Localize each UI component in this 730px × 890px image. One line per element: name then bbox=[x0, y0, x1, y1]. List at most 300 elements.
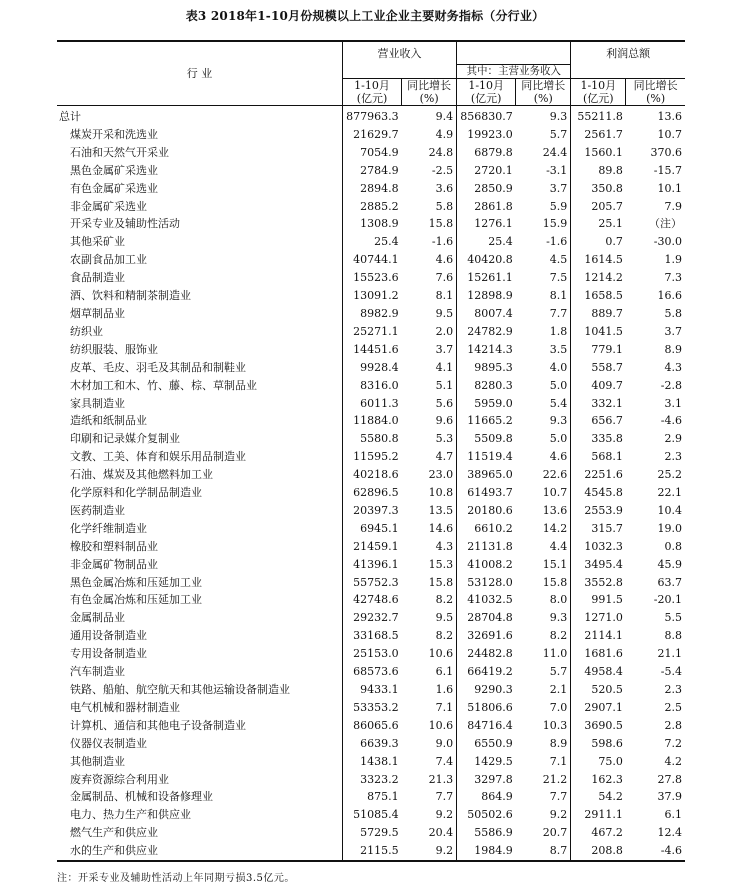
main-business-value: 50502.6 bbox=[457, 806, 516, 824]
revenue-value: 86065.6 bbox=[342, 717, 401, 735]
main-business-growth: 7.7 bbox=[549, 790, 568, 804]
profit-growth: 19.0 bbox=[657, 521, 682, 535]
table-row bbox=[57, 466, 685, 484]
main-business-growth: 8.9 bbox=[549, 736, 568, 750]
profit-growth: -20.1 bbox=[653, 593, 682, 607]
table-row bbox=[57, 412, 685, 430]
revenue-growth: -2.5 bbox=[431, 163, 454, 177]
profit-value: 89.8 bbox=[571, 162, 626, 180]
revenue-value: 9433.1 bbox=[342, 681, 401, 699]
profit-value: 1658.5 bbox=[571, 287, 626, 305]
main-business-growth: 5.4 bbox=[549, 396, 568, 410]
profit-growth: 7.2 bbox=[664, 736, 682, 750]
main-business-value: 21131.8 bbox=[457, 538, 516, 556]
revenue-value: 40218.6 bbox=[342, 466, 401, 484]
industry-name: 食品制造业 bbox=[70, 271, 125, 285]
industry-name: 其他采矿业 bbox=[70, 235, 125, 249]
industry-name: 电力、热力生产和供应业 bbox=[70, 808, 191, 822]
profit-value: 558.7 bbox=[571, 359, 626, 377]
main-business-value: 1984.9 bbox=[457, 842, 516, 861]
profit-growth: 8.9 bbox=[664, 342, 682, 356]
profit-growth: 10.4 bbox=[657, 503, 682, 517]
profit-growth: 25.2 bbox=[657, 468, 682, 482]
industry-name: 电气机械和器材制造业 bbox=[70, 700, 180, 714]
header-profit-period: 1-10月 (亿元) bbox=[571, 79, 626, 106]
header-rev-period: 1-10月 (亿元) bbox=[342, 79, 401, 106]
revenue-value: 42748.6 bbox=[342, 591, 401, 609]
profit-growth: -30.0 bbox=[653, 235, 682, 249]
profit-growth: 0.8 bbox=[664, 539, 682, 553]
revenue-growth: 9.0 bbox=[435, 736, 454, 750]
table-row bbox=[57, 717, 685, 735]
revenue-value: 9928.4 bbox=[342, 359, 401, 377]
profit-growth: -2.8 bbox=[660, 378, 682, 392]
main-business-growth: 14.2 bbox=[542, 521, 568, 535]
revenue-value: 2784.9 bbox=[342, 162, 401, 180]
main-business-value: 25.4 bbox=[457, 233, 516, 251]
table-row bbox=[57, 287, 685, 305]
revenue-growth: 8.2 bbox=[435, 629, 454, 643]
revenue-value: 6639.3 bbox=[342, 735, 401, 753]
profit-value: 25.1 bbox=[571, 215, 626, 233]
main-business-value: 38965.0 bbox=[457, 466, 516, 484]
revenue-value: 33168.5 bbox=[342, 627, 401, 645]
table-row bbox=[57, 448, 685, 466]
revenue-value: 11884.0 bbox=[342, 412, 401, 430]
table-row bbox=[57, 215, 685, 233]
main-business-value: 32691.6 bbox=[457, 627, 516, 645]
main-business-growth: 5.0 bbox=[549, 432, 568, 446]
main-business-value: 2861.8 bbox=[457, 198, 516, 216]
header-main-period: 1-10月 (亿元) bbox=[457, 79, 516, 106]
main-business-value: 1276.1 bbox=[457, 215, 516, 233]
profit-value: 208.8 bbox=[571, 842, 626, 861]
table-row bbox=[57, 305, 685, 323]
industry-name: 石油、煤炭及其他燃料加工业 bbox=[70, 468, 213, 482]
profit-value: 3690.5 bbox=[571, 717, 626, 735]
profit-value: 335.8 bbox=[571, 430, 626, 448]
profit-growth: 1.9 bbox=[664, 253, 682, 267]
industry-name: 黑色金属冶炼和压延加工业 bbox=[70, 575, 202, 589]
main-business-growth: 9.3 bbox=[549, 611, 568, 625]
profit-growth: 2.3 bbox=[664, 683, 682, 696]
industry-name: 家具制造业 bbox=[70, 396, 125, 410]
revenue-growth: 4.6 bbox=[435, 253, 454, 267]
revenue-growth: 8.1 bbox=[435, 289, 454, 303]
industry-name: 橡胶和塑料制品业 bbox=[70, 539, 158, 553]
footnote: 注：开采专业及辅助性活动上年同期亏损3.5亿元。 bbox=[57, 873, 295, 884]
profit-growth: （注） bbox=[649, 217, 682, 231]
revenue-growth: 7.6 bbox=[435, 271, 454, 285]
industry-name: 金属制品、机械和设备修理业 bbox=[70, 790, 213, 804]
profit-value: 4545.8 bbox=[571, 484, 626, 502]
table-row bbox=[57, 126, 685, 144]
industry-name: 汽车制造业 bbox=[70, 665, 125, 679]
revenue-growth: 5.1 bbox=[435, 378, 454, 392]
main-business-growth: 5.0 bbox=[549, 378, 568, 392]
revenue-value: 8316.0 bbox=[342, 377, 401, 395]
main-business-value: 11665.2 bbox=[457, 412, 516, 430]
revenue-value: 14451.6 bbox=[342, 341, 401, 359]
main-business-value: 28704.8 bbox=[457, 609, 516, 627]
main-business-value: 20180.6 bbox=[457, 502, 516, 520]
industry-name: 铁路、船舶、航空航天和其他运输设备制造业 bbox=[70, 683, 290, 696]
revenue-growth: 13.5 bbox=[428, 503, 454, 517]
main-business-value: 66419.2 bbox=[457, 663, 516, 681]
profit-value: 162.3 bbox=[571, 771, 626, 789]
profit-growth: 13.6 bbox=[657, 110, 682, 123]
main-business-growth: 4.6 bbox=[549, 450, 568, 464]
industry-name: 烟草制品业 bbox=[70, 306, 125, 320]
revenue-value: 6011.3 bbox=[342, 395, 401, 413]
profit-value: 75.0 bbox=[571, 753, 626, 771]
profit-growth: 7.9 bbox=[664, 199, 682, 213]
industry-name: 纺织服装、服饰业 bbox=[70, 342, 158, 356]
revenue-growth: 9.5 bbox=[435, 306, 454, 320]
table-row bbox=[57, 395, 685, 413]
profit-growth: 8.8 bbox=[664, 629, 682, 643]
profit-growth: 5.5 bbox=[664, 611, 682, 625]
main-business-value: 51806.6 bbox=[457, 699, 516, 717]
table-row bbox=[57, 269, 685, 287]
industry-name: 有色金属矿采选业 bbox=[70, 181, 158, 195]
revenue-value: 21459.1 bbox=[342, 538, 401, 556]
revenue-value: 5580.8 bbox=[342, 430, 401, 448]
profit-growth: 16.6 bbox=[657, 289, 682, 303]
table-row bbox=[57, 323, 685, 341]
revenue-value: 20397.3 bbox=[342, 502, 401, 520]
main-business-value: 5959.0 bbox=[457, 395, 516, 413]
main-business-growth: -1.6 bbox=[546, 235, 568, 249]
profit-value: 409.7 bbox=[571, 377, 626, 395]
header-revenue: 营业收入 bbox=[342, 41, 456, 65]
main-business-value: 24482.8 bbox=[457, 645, 516, 663]
table-row bbox=[57, 502, 685, 520]
profit-value: 3552.8 bbox=[571, 574, 626, 592]
revenue-value: 29232.7 bbox=[342, 609, 401, 627]
profit-value: 467.2 bbox=[571, 824, 626, 842]
main-business-growth: 8.0 bbox=[549, 593, 568, 607]
revenue-growth: 15.8 bbox=[428, 217, 454, 231]
profit-growth: 22.1 bbox=[657, 486, 682, 500]
revenue-growth: 4.1 bbox=[435, 360, 454, 374]
profit-value: 1271.0 bbox=[571, 609, 626, 627]
profit-growth: 63.7 bbox=[657, 575, 682, 589]
profit-value: 315.7 bbox=[571, 520, 626, 538]
revenue-value: 7054.9 bbox=[342, 144, 401, 162]
profit-growth: 10.1 bbox=[657, 181, 682, 195]
main-business-growth: 8.7 bbox=[516, 842, 571, 861]
revenue-growth: 9.4 bbox=[435, 110, 454, 123]
revenue-growth: 9.5 bbox=[435, 611, 454, 625]
industry-name: 农副食品加工业 bbox=[70, 253, 147, 267]
table-row bbox=[57, 771, 685, 789]
main-business-value: 3297.8 bbox=[457, 771, 516, 789]
profit-growth: 2.8 bbox=[664, 718, 682, 732]
revenue-value: 1438.1 bbox=[342, 753, 401, 771]
main-business-growth: 4.0 bbox=[549, 360, 568, 374]
revenue-growth: 6.1 bbox=[435, 665, 454, 679]
main-business-value: 8007.4 bbox=[457, 305, 516, 323]
main-business-growth: 7.0 bbox=[549, 700, 568, 714]
profit-value: 2251.6 bbox=[571, 466, 626, 484]
main-business-growth: 21.2 bbox=[542, 772, 568, 786]
revenue-growth: 3.6 bbox=[435, 181, 454, 195]
main-business-growth: 9.3 bbox=[549, 110, 568, 123]
revenue-growth: 10.6 bbox=[428, 647, 454, 661]
profit-growth: 2.9 bbox=[664, 432, 682, 446]
table-row bbox=[57, 556, 685, 574]
industry-name: 通用设备制造业 bbox=[70, 629, 147, 643]
table-row bbox=[57, 162, 685, 180]
industry-name: 开采专业及辅助性活动 bbox=[70, 217, 180, 231]
main-business-value: 15261.1 bbox=[457, 269, 516, 287]
revenue-growth: 7.4 bbox=[435, 754, 454, 768]
profit-growth: 2.3 bbox=[664, 450, 682, 464]
revenue-growth: 8.2 bbox=[435, 593, 454, 607]
profit-value: 55211.8 bbox=[571, 106, 626, 126]
profit-growth: -4.6 bbox=[626, 842, 685, 861]
profit-growth: 3.7 bbox=[664, 324, 682, 338]
revenue-value: 68573.6 bbox=[342, 663, 401, 681]
industry-name: 纺织业 bbox=[70, 324, 103, 338]
profit-value: 656.7 bbox=[571, 412, 626, 430]
profit-growth: 4.2 bbox=[664, 754, 682, 768]
profit-value: 779.1 bbox=[571, 341, 626, 359]
revenue-value: 55752.3 bbox=[342, 574, 401, 592]
profit-value: 991.5 bbox=[571, 591, 626, 609]
industry-name: 专用设备制造业 bbox=[70, 647, 147, 661]
financial-indicators-table bbox=[57, 40, 685, 862]
industry-name: 化学纤维制造业 bbox=[70, 521, 147, 535]
industry-name: 非金属矿物制品业 bbox=[70, 557, 158, 571]
revenue-growth: 3.7 bbox=[435, 342, 454, 356]
revenue-value: 62896.5 bbox=[342, 484, 401, 502]
revenue-value: 2885.2 bbox=[342, 198, 401, 216]
main-business-value: 1429.5 bbox=[457, 753, 516, 771]
main-business-value: 84716.4 bbox=[457, 717, 516, 735]
header-main-growth: 同比增长 (%) bbox=[516, 79, 571, 106]
industry-name: 酒、饮料和精制茶制造业 bbox=[70, 289, 191, 303]
table-row bbox=[57, 377, 685, 395]
profit-value: 0.7 bbox=[571, 233, 626, 251]
main-business-value: 24782.9 bbox=[457, 323, 516, 341]
profit-value: 598.6 bbox=[571, 735, 626, 753]
revenue-growth: 7.7 bbox=[435, 790, 454, 804]
revenue-value: 2894.8 bbox=[342, 180, 401, 198]
revenue-value: 41396.1 bbox=[342, 556, 401, 574]
table-row bbox=[57, 106, 685, 126]
table-row bbox=[57, 681, 685, 699]
main-business-growth: 10.7 bbox=[542, 486, 568, 500]
table-row bbox=[57, 538, 685, 556]
profit-value: 1681.6 bbox=[571, 645, 626, 663]
profit-value: 2561.7 bbox=[571, 126, 626, 144]
main-business-value: 53128.0 bbox=[457, 574, 516, 592]
revenue-growth: -1.6 bbox=[431, 235, 454, 249]
main-business-growth: 4.5 bbox=[549, 253, 568, 267]
revenue-growth: 23.0 bbox=[428, 468, 454, 482]
table-row bbox=[57, 574, 685, 592]
profit-value: 520.5 bbox=[571, 681, 626, 699]
main-business-growth: 9.2 bbox=[549, 808, 568, 822]
table-row bbox=[57, 430, 685, 448]
revenue-growth: 10.8 bbox=[428, 486, 454, 500]
table-row bbox=[57, 484, 685, 502]
main-business-growth: 13.6 bbox=[542, 503, 568, 517]
main-business-growth: 24.4 bbox=[542, 145, 568, 159]
table-row bbox=[57, 144, 685, 162]
table-row bbox=[57, 198, 685, 216]
table-row bbox=[57, 788, 685, 806]
main-business-value: 6550.9 bbox=[457, 735, 516, 753]
header-spacer bbox=[457, 41, 571, 65]
main-business-growth: 15.8 bbox=[542, 575, 568, 589]
main-business-value: 2720.1 bbox=[457, 162, 516, 180]
industry-name: 有色金属冶炼和压延加工业 bbox=[70, 593, 202, 607]
revenue-value: 53353.2 bbox=[342, 699, 401, 717]
industry-name: 仪器仪表制造业 bbox=[70, 736, 147, 750]
main-business-growth: 7.7 bbox=[549, 306, 568, 320]
header-profit: 利润总额 bbox=[571, 41, 685, 65]
profit-growth: -5.4 bbox=[660, 665, 682, 679]
revenue-growth: 5.8 bbox=[435, 199, 454, 213]
revenue-value: 3323.2 bbox=[342, 771, 401, 789]
profit-growth: 10.7 bbox=[657, 127, 682, 141]
header-revenue-cont bbox=[342, 65, 456, 79]
main-business-value: 41032.5 bbox=[457, 591, 516, 609]
revenue-value: 13091.2 bbox=[342, 287, 401, 305]
revenue-growth: 9.2 bbox=[402, 842, 457, 861]
main-business-value: 856830.7 bbox=[457, 106, 516, 126]
revenue-growth: 4.7 bbox=[435, 450, 454, 464]
table-row bbox=[57, 520, 685, 538]
revenue-growth: 5.3 bbox=[435, 432, 454, 446]
revenue-value: 1308.9 bbox=[342, 215, 401, 233]
profit-value: 1560.1 bbox=[571, 144, 626, 162]
revenue-value: 25.4 bbox=[342, 233, 401, 251]
main-business-value: 61493.7 bbox=[457, 484, 516, 502]
profit-growth: 27.8 bbox=[657, 772, 682, 786]
profit-value: 2911.1 bbox=[571, 806, 626, 824]
main-business-growth: 22.6 bbox=[542, 468, 568, 482]
industry-name: 其他制造业 bbox=[70, 754, 125, 768]
profit-growth: 5.8 bbox=[664, 306, 682, 320]
table-row bbox=[57, 609, 685, 627]
header-main-business: 其中：主营业务收入 bbox=[457, 65, 571, 79]
revenue-growth: 7.1 bbox=[435, 700, 454, 714]
table-row bbox=[57, 753, 685, 771]
revenue-value: 877963.3 bbox=[342, 106, 401, 126]
profit-value: 1214.2 bbox=[571, 269, 626, 287]
table-row bbox=[57, 591, 685, 609]
main-business-value: 9290.3 bbox=[457, 681, 516, 699]
profit-value: 2553.9 bbox=[571, 502, 626, 520]
profit-growth: 12.4 bbox=[657, 826, 682, 840]
main-business-growth: 8.1 bbox=[549, 289, 568, 303]
revenue-value: 40744.1 bbox=[342, 251, 401, 269]
revenue-growth: 4.3 bbox=[435, 539, 454, 553]
main-business-value: 5509.8 bbox=[457, 430, 516, 448]
profit-growth: -4.6 bbox=[660, 414, 682, 428]
table-row bbox=[57, 735, 685, 753]
revenue-value: 21629.7 bbox=[342, 126, 401, 144]
industry-name: 废弃资源综合利用业 bbox=[70, 772, 169, 786]
profit-growth: 37.9 bbox=[657, 790, 682, 804]
revenue-growth: 9.6 bbox=[435, 414, 454, 428]
main-business-growth: 8.2 bbox=[549, 629, 568, 643]
revenue-growth: 4.9 bbox=[435, 127, 454, 141]
industry-name: 文教、工美、体育和娱乐用品制造业 bbox=[70, 450, 246, 464]
profit-growth: 2.5 bbox=[664, 700, 682, 714]
main-business-growth: 2.1 bbox=[549, 683, 568, 696]
header-rev-growth: 同比增长 (%) bbox=[402, 79, 457, 106]
header-industry: 行 业 bbox=[57, 41, 342, 106]
revenue-value: 8982.9 bbox=[342, 305, 401, 323]
profit-value: 1614.5 bbox=[571, 251, 626, 269]
main-business-value: 2850.9 bbox=[457, 180, 516, 198]
revenue-growth: 2.0 bbox=[435, 324, 454, 338]
main-business-value: 864.9 bbox=[457, 788, 516, 806]
profit-growth: 370.6 bbox=[650, 145, 682, 159]
header-profit-growth: 同比增长 (%) bbox=[626, 79, 685, 106]
profit-growth: 21.1 bbox=[657, 647, 682, 661]
revenue-value: 11595.2 bbox=[342, 448, 401, 466]
main-business-growth: 11.0 bbox=[542, 647, 568, 661]
revenue-growth: 14.6 bbox=[428, 521, 454, 535]
industry-name: 金属制品业 bbox=[70, 611, 125, 625]
profit-growth: 3.1 bbox=[664, 396, 682, 410]
profit-value: 4958.4 bbox=[571, 663, 626, 681]
profit-value: 2114.1 bbox=[571, 627, 626, 645]
main-business-value: 19923.0 bbox=[457, 126, 516, 144]
main-business-value: 8280.3 bbox=[457, 377, 516, 395]
main-business-growth: 15.9 bbox=[542, 217, 568, 231]
main-business-value: 11519.4 bbox=[457, 448, 516, 466]
main-business-value: 14214.3 bbox=[457, 341, 516, 359]
revenue-value: 15523.6 bbox=[342, 269, 401, 287]
table-row bbox=[57, 824, 685, 842]
revenue-value: 5729.5 bbox=[342, 824, 401, 842]
main-business-value: 41008.2 bbox=[457, 556, 516, 574]
profit-growth: 7.3 bbox=[664, 271, 682, 285]
table-row bbox=[57, 251, 685, 269]
industry-name: 皮革、毛皮、羽毛及其制品和制鞋业 bbox=[70, 360, 246, 374]
industry-name: 印刷和记录媒介复制业 bbox=[70, 432, 180, 446]
table-row bbox=[57, 180, 685, 198]
revenue-growth: 9.2 bbox=[435, 808, 454, 822]
profit-value: 332.1 bbox=[571, 395, 626, 413]
table-row bbox=[57, 806, 685, 824]
table-row bbox=[57, 699, 685, 717]
main-business-growth: 7.1 bbox=[549, 754, 568, 768]
table-row bbox=[57, 842, 685, 861]
main-business-growth: 4.4 bbox=[549, 539, 568, 553]
profit-value: 350.8 bbox=[571, 180, 626, 198]
main-business-growth: 1.8 bbox=[549, 324, 568, 338]
industry-name: 燃气生产和供应业 bbox=[70, 826, 158, 840]
table-row bbox=[57, 359, 685, 377]
industry-name: 水的生产和供应业 bbox=[57, 842, 342, 861]
industry-name: 非金属矿采选业 bbox=[70, 199, 147, 213]
industry-name: 黑色金属矿采选业 bbox=[70, 163, 158, 177]
main-business-growth: 10.3 bbox=[542, 718, 568, 732]
table-title: 表3 2018年1-10月份规模以上工业企业主要财务指标（分行业） bbox=[185, 9, 545, 23]
revenue-growth: 21.3 bbox=[428, 772, 454, 786]
revenue-growth: 15.8 bbox=[428, 575, 454, 589]
main-business-value: 40420.8 bbox=[457, 251, 516, 269]
profit-value: 3495.4 bbox=[571, 556, 626, 574]
